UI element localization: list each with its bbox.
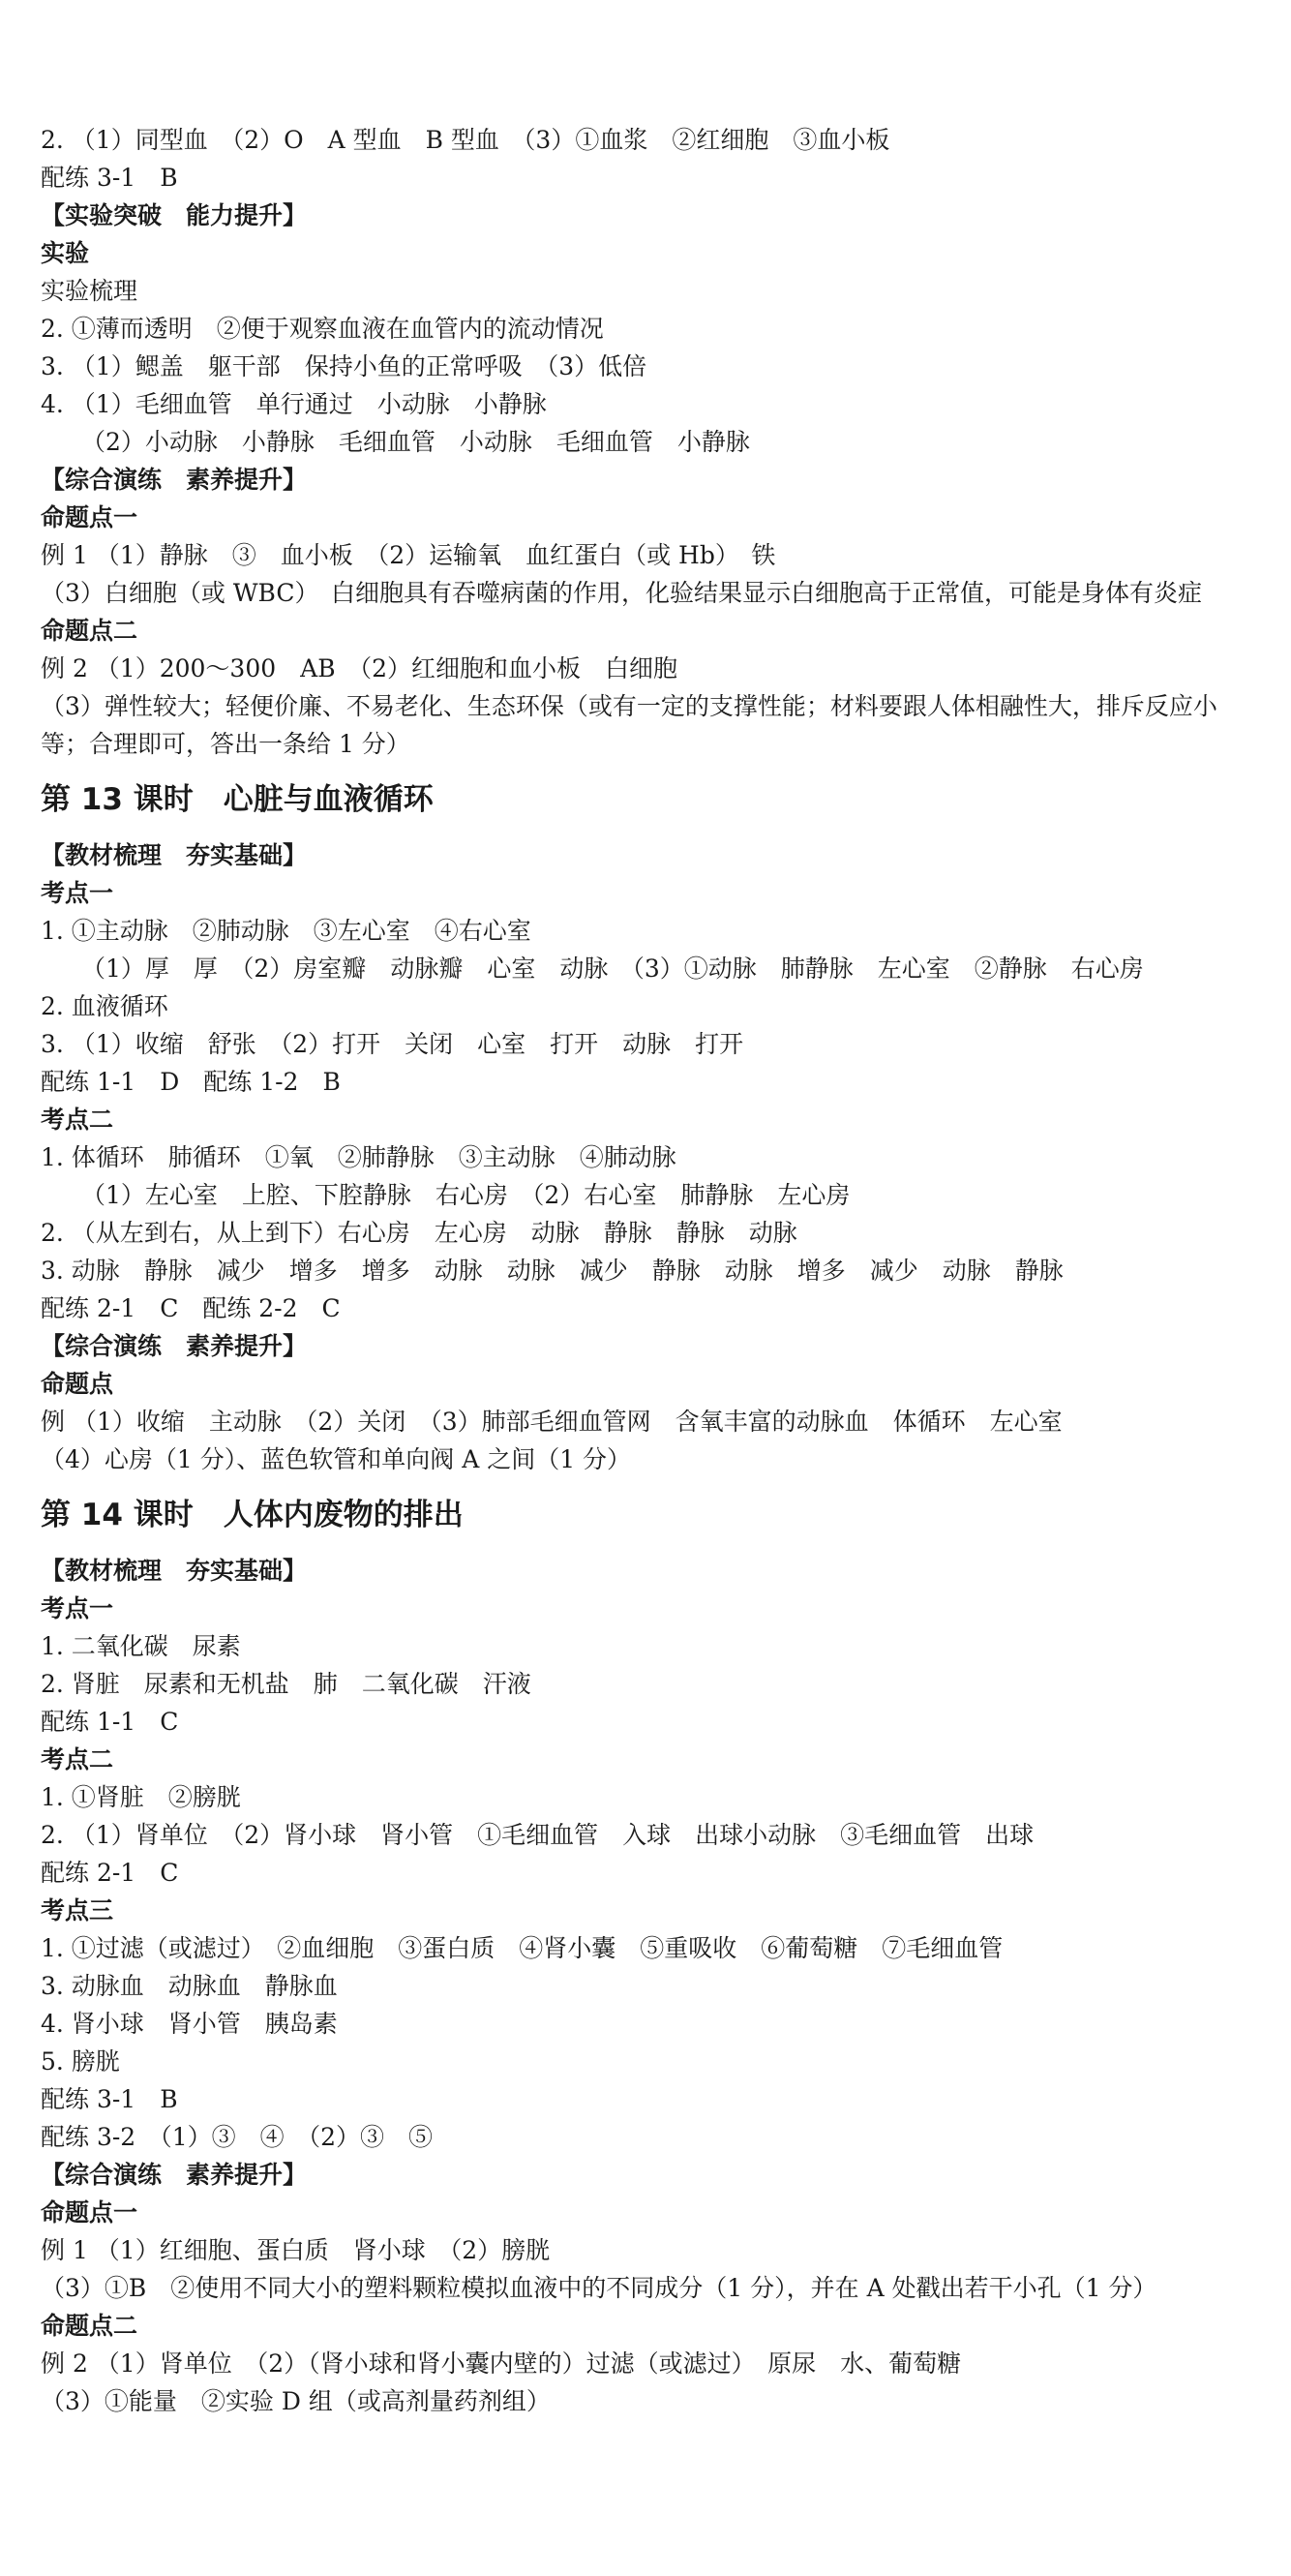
section-header: 【综合演练 素养提升】: [41, 466, 308, 494]
text-line: 3. （1）鳃盖 躯干部 保持小鱼的正常呼吸 （3）低倍: [41, 352, 647, 380]
subheading: 考点三: [41, 1896, 114, 1924]
text-line: 1. 体循环 肺循环 ①氧 ②肺静脉 ③主动脉 ④肺动脉: [41, 1143, 676, 1171]
subheading: 实验: [41, 239, 90, 267]
text-line: 配练 2-1 C: [41, 1859, 179, 1887]
text-line: 4. （1）毛细血管 单行通过 小动脉 小静脉: [41, 390, 547, 418]
text-line: 5. 膀胱: [41, 2047, 120, 2076]
text-line: （3）①能量 ②实验 D 组（或高剂量药剂组）: [41, 2387, 551, 2415]
section-header: 【教材梳理 夯实基础】: [41, 841, 308, 869]
text-line: （1）左心室 上腔、下腔静脉 右心房 （2）右心室 肺静脉 左心房: [81, 1181, 851, 1209]
text-line: 2. 血液循环: [41, 992, 168, 1020]
text-line: 配练 1-1 D 配练 1-2 B: [41, 1068, 341, 1096]
text-line: 配练 1-1 C: [41, 1708, 179, 1736]
text-line: （4）心房（1 分）、蓝色软管和单向阀 A 之间（1 分）: [41, 1445, 632, 1473]
section-header: 【实验突破 能力提升】: [41, 201, 308, 229]
text-line: 配练 2-1 C 配练 2-2 C: [41, 1294, 341, 1322]
text-line: 3. （1）收缩 舒张 （2）打开 关闭 心室 打开 动脉 打开: [41, 1030, 744, 1058]
text-line: （3）白细胞（或 WBC） 白细胞具有吞噬病菌的作用，化验结果显示白细胞高于正常值，可能是身体有炎症: [41, 579, 1203, 607]
subheading: 命题点二: [41, 617, 138, 645]
text-line: 1. 二氧化碳 尿素: [41, 1632, 241, 1660]
text-line: 1. ①主动脉 ②肺动脉 ③左心室 ④右心室: [41, 917, 531, 945]
subheading: 命题点一: [41, 503, 138, 531]
lesson-title-14: 第 14 课时 人体内废物的排出: [41, 1498, 464, 1532]
subheading: 考点一: [41, 1594, 114, 1622]
text-line: 配练 3-2 （1）③ ④ （2）③ ⑤: [41, 2123, 434, 2151]
text-line: 2. （从左到右，从上到下）右心房 左心房 动脉 静脉 静脉 动脉: [41, 1219, 797, 1247]
section-header: 【综合演练 素养提升】: [41, 2161, 308, 2189]
text-line: 配练 3-1 B: [41, 2085, 178, 2113]
text-line: 1. ①肾脏 ②膀胱: [41, 1783, 241, 1811]
text-line: 3. 动脉血 动脉血 静脉血: [41, 1972, 338, 2000]
text-line: 实验梳理: [41, 277, 138, 305]
text-line: 4. 肾小球 肾小管 胰岛素: [41, 2010, 338, 2038]
text-line: 例 2 （1）200～300 AB （2）红细胞和血小板 白细胞: [41, 654, 677, 682]
subheading: 考点一: [41, 879, 114, 907]
text-line: （2）小动脉 小静脉 毛细血管 小动脉 毛细血管 小静脉: [81, 428, 750, 456]
text-line: 2. 肾脏 尿素和无机盐 肺 二氧化碳 汗液: [41, 1670, 531, 1698]
text-line: 例 （1）收缩 主动脉 （2）关闭 （3）肺部毛细血管网 含氧丰富的动脉血 体循环 左心室: [41, 1408, 1063, 1436]
text-line: 配练 3-1 B: [41, 164, 178, 192]
section-header: 【综合演练 素养提升】: [41, 1332, 308, 1360]
text-line: 例 1 （1）红细胞、蛋白质 肾小球 （2）膀胱: [41, 2236, 551, 2264]
subheading: 命题点一: [41, 2198, 138, 2227]
subheading: 命题点二: [41, 2312, 138, 2340]
text-line: 2. ①薄而透明 ②便于观察血液在血管内的流动情况: [41, 315, 604, 343]
lesson-title-13: 第 13 课时 心脏与血液循环: [41, 782, 434, 817]
text-line: （3）弹性较大；轻便价廉、不易老化、生态环保（或有一定的支撑性能；材料要跟人体相融性大，排斥反应小等；合理即可，答出一条给 1 分）: [41, 692, 1217, 758]
section-header: 【教材梳理 夯实基础】: [41, 1557, 308, 1585]
text-line: 例 1 （1）静脉 ③ 血小板 （2）运输氧 血红蛋白（或 Hb） 铁: [41, 541, 776, 569]
text-line: 例 2 （1）肾单位 （2）（肾小球和肾小囊内壁的）过滤（或滤过） 原尿 水、葡萄糖: [41, 2349, 962, 2378]
text-line: 2. （1）同型血 （2）O A 型血 B 型血 （3）①血浆 ②红细胞 ③血小板: [41, 126, 890, 154]
subheading: 命题点: [41, 1370, 114, 1398]
text-line: 3. 动脉 静脉 减少 增多 增多 动脉 动脉 减少 静脉 动脉 增多 减少 动脉 静脉: [41, 1257, 1064, 1285]
text-line: （1）厚 厚 （2）房室瓣 动脉瓣 心室 动脉 （3）①动脉 肺静脉 左心室 ②静脉 右心房: [81, 955, 1144, 983]
subheading: 考点二: [41, 1106, 114, 1134]
text-line: （3）①B ②使用不同大小的塑料颗粒模拟血液中的不同成分（1 分），并在 A 处戳出若干小孔（1 分）: [41, 2274, 1157, 2302]
subheading: 考点二: [41, 1745, 114, 1773]
text-line: 1. ①过滤（或滤过） ②血细胞 ③蛋白质 ④肾小囊 ⑤重吸收 ⑥葡萄糖 ⑦毛细血管: [41, 1934, 1004, 1962]
text-line: 2. （1）肾单位 （2）肾小球 肾小管 ①毛细血管 入球 出球小动脉 ③毛细血管 出球: [41, 1821, 1035, 1849]
